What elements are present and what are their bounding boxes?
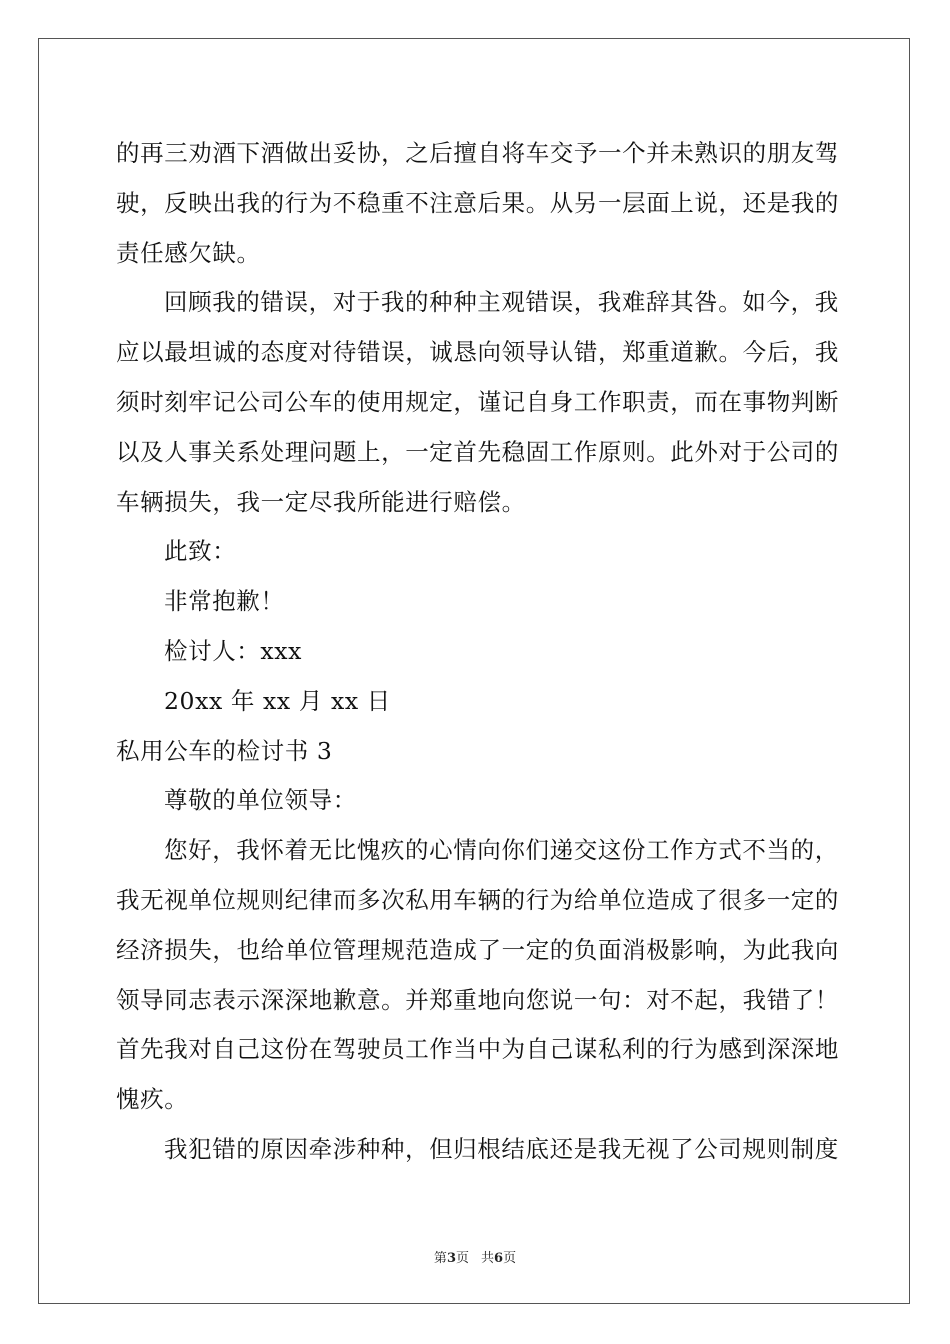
apology-line: 非常抱歉！ (164, 587, 285, 616)
page-footer (0, 1247, 950, 1266)
document-body (116, 129, 839, 1175)
page-prefix: 第 (433, 1251, 447, 1266)
text-line: 责任感欠缺。 (116, 238, 261, 267)
text-line: 您好，我怀着无比愧疚的心情向你们递交这份工作方式不当的， (164, 836, 839, 865)
text-line: 的再三劝酒下酒做出妥协，之后擅自将车交予一个并未熟识的朋友驾 (116, 139, 839, 167)
text-line: 我犯错的原因牵涉种种，但归根结底还是我无视了公司规则制度 (164, 1134, 839, 1163)
page-total: 6 (494, 1251, 504, 1266)
salutation-closing: 此致： (164, 537, 237, 566)
page-suffix: 页 (455, 1251, 469, 1266)
text-line: 以及人事关系处理问题上，一定首先稳固工作原则。此外对于公司的 (116, 437, 839, 466)
text-line: 我无视单位规则纪律而多次私用车辆的行为给单位造成了很多一定的 (116, 885, 839, 914)
text-line: 愧疚。 (116, 1085, 189, 1114)
salutation: 尊敬的单位领导： (164, 786, 357, 815)
text-line: 首先我对自己这份在驾驶员工作当中为自己谋私利的行为感到深深地 (116, 1035, 839, 1064)
text-line: 应以最坦诚的态度对待错误，诚恳向领导认错，郑重道歉。今后，我 (116, 338, 839, 367)
text-line: 车辆损失，我一定尽我所能进行赔偿。 (116, 487, 526, 516)
total-prefix: 共 (481, 1251, 495, 1266)
page-current: 3 (446, 1251, 456, 1266)
total-suffix: 页 (503, 1251, 517, 1266)
text-line: 回顾我的错误，对于我的种种主观错误，我难辞其咎。如今，我 (164, 288, 839, 317)
date-line: 20xx 年 xx 月 xx 日 (164, 686, 391, 715)
text-line: 领导同志表示深深地歉意。并郑重地向您说一句：对不起，我错了！ (116, 985, 839, 1014)
section-title: 私用公车的检讨书 3 (116, 736, 333, 765)
text-line: 经济损失，也给单位管理规范造成了一定的负面消极影响，为此我向 (116, 935, 839, 964)
text-line: 驶，反映出我的行为不稳重不注意后果。从另一层面上说，还是我的 (116, 188, 839, 217)
signatory-line: 检讨人：xxx (164, 636, 302, 665)
text-line: 须时刻牢记公司公车的使用规定，谨记自身工作职责，而在事物判断 (116, 387, 839, 416)
